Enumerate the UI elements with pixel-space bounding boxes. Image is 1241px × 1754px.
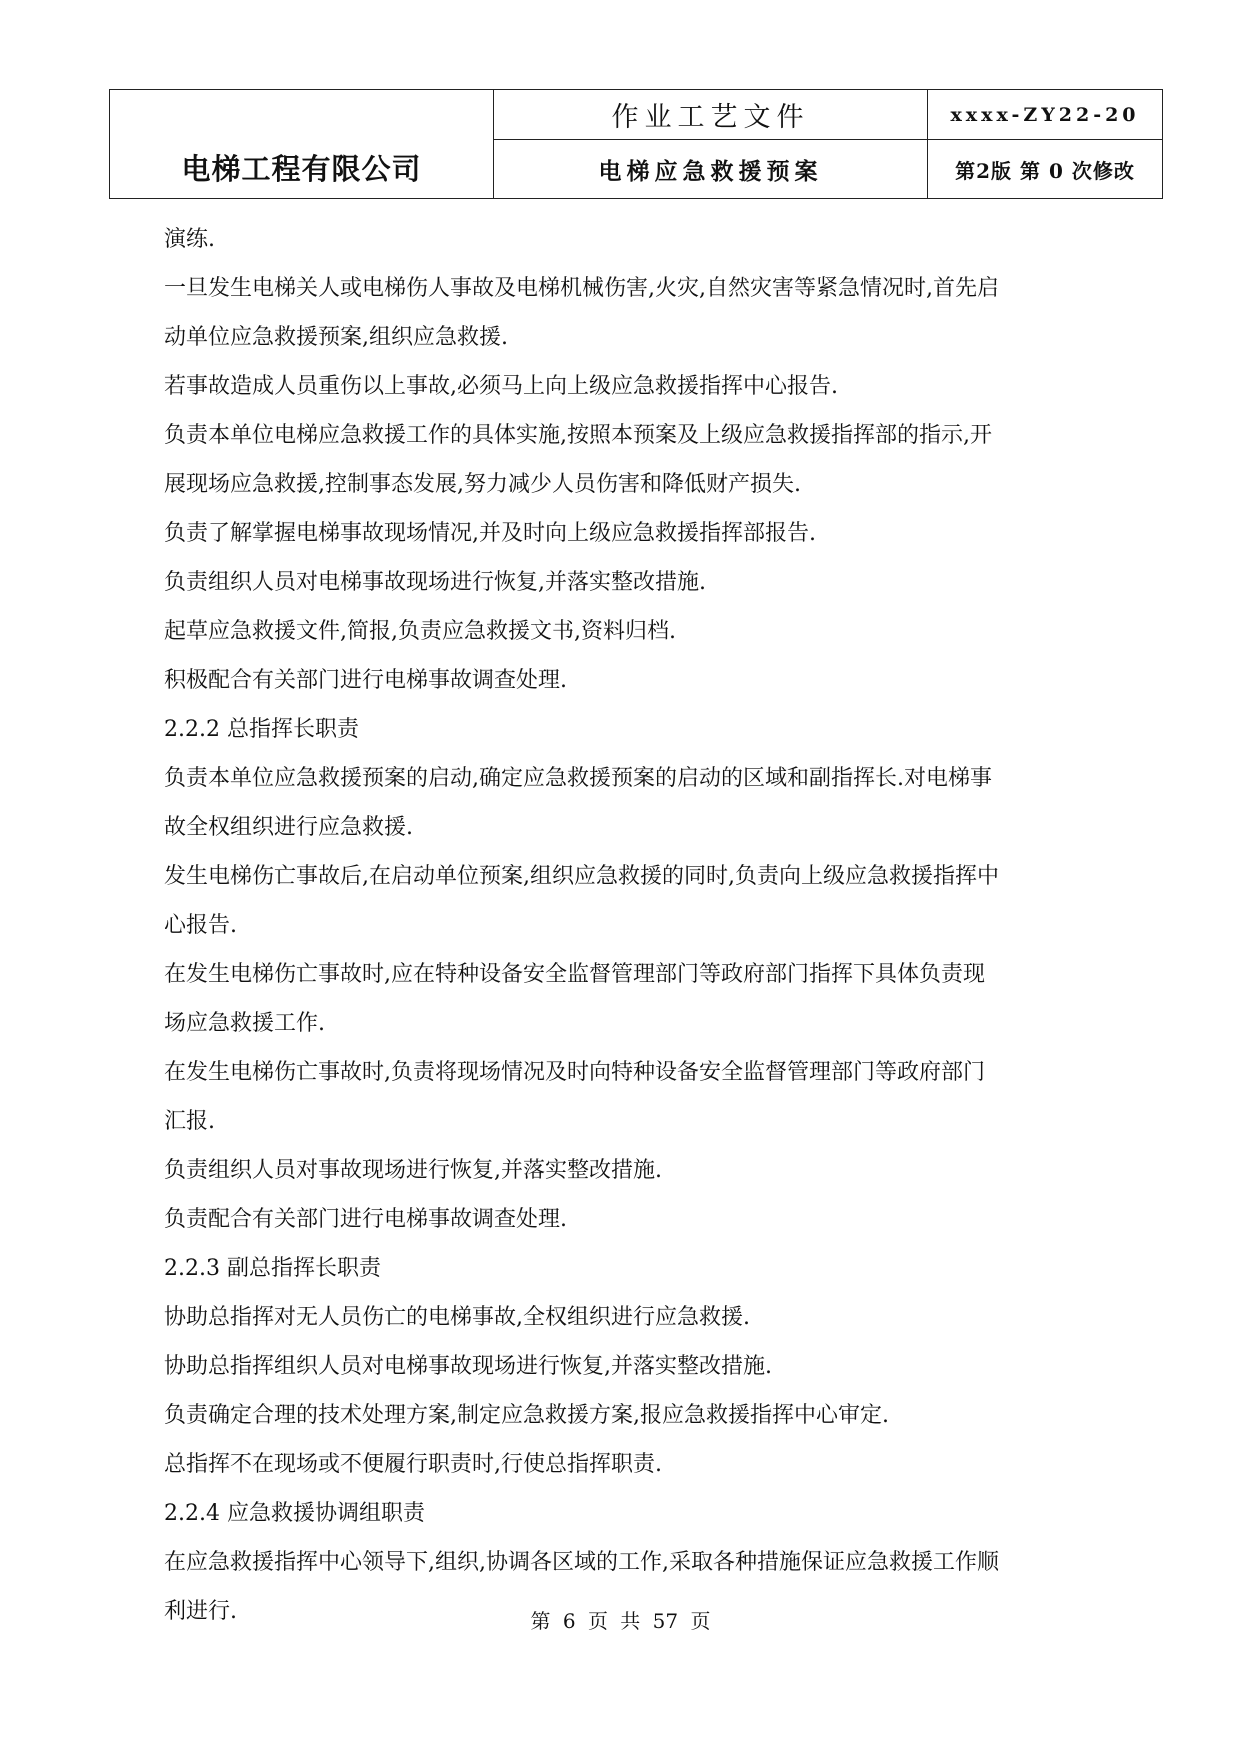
document-subject: 电梯应急救援预案 — [494, 140, 928, 199]
body-line: 演练. — [164, 227, 215, 252]
body-line: 负责组织人员对事故现场进行恢复,并落实整改措施. — [164, 1158, 662, 1183]
body-line: 协助总指挥对无人员伤亡的电梯事故,全权组织进行应急救援. — [164, 1305, 750, 1330]
body-line: 动单位应急救援预案,组织应急救援. — [164, 325, 508, 350]
body-line: 场应急救援工作. — [164, 1011, 325, 1036]
document-number: xxxx-ZY22-20 — [928, 90, 1163, 140]
body-line: 故全权组织进行应急救援. — [164, 815, 413, 840]
body-line: 心报告. — [164, 913, 237, 938]
body-line: 在发生电梯伤亡事故时,应在特种设备安全监督管理部门等政府部门指挥下具体负责现 — [164, 962, 985, 987]
body-line: 负责了解掌握电梯事故现场情况,并及时向上级应急救援指挥部报告. — [164, 521, 816, 546]
body-line: 负责本单位电梯应急救援工作的具体实施,按照本预案及上级应急救援指挥部的指示,开 — [164, 423, 992, 448]
body-line: 在发生电梯伤亡事故时,负责将现场情况及时向特种设备安全监督管理部门等政府部门 — [164, 1060, 985, 1085]
body-line: 积极配合有关部门进行电梯事故调查处理. — [164, 668, 567, 693]
body-line: 起草应急救援文件,简报,负责应急救援文书,资料归档. — [164, 619, 676, 644]
body-line: 总指挥不在现场或不便履行职责时,行使总指挥职责. — [164, 1452, 662, 1477]
body-line: 负责确定合理的技术处理方案,制定应急救援方案,报应急救援指挥中心审定. — [164, 1403, 889, 1428]
document-header-table — [109, 89, 1163, 199]
body-line: 负责本单位应急救援预案的启动,确定应急救援预案的启动的区域和副指挥长.对电梯事 — [164, 766, 992, 791]
body-line: 一旦发生电梯关人或电梯伤人事故及电梯机械伤害,火灾,自然灾害等紧急情况时,首先启 — [164, 276, 999, 301]
body-line: 协助总指挥组织人员对电梯事故现场进行恢复,并落实整改措施. — [164, 1354, 772, 1379]
body-line: 在应急救援指挥中心领导下,组织,协调各区域的工作,采取各种措施保证应急救援工作顺 — [164, 1550, 999, 1575]
body-line: 利进行. — [164, 1599, 237, 1624]
page-number-footer: 第 6 页 共 57 页 — [530, 1609, 711, 1633]
document-version: 第2版 第 0 次修改 — [928, 140, 1163, 199]
body-line: 汇报. — [164, 1109, 215, 1134]
section-heading: 2.2.4 应急救援协调组职责 — [164, 1501, 425, 1526]
company-name: 电梯工程有限公司 — [110, 90, 494, 199]
body-line: 发生电梯伤亡事故后,在启动单位预案,组织应急救援的同时,负责向上级应急救援指挥中 — [164, 864, 999, 889]
section-heading: 2.2.3 副总指挥长职责 — [164, 1256, 381, 1281]
body-line: 若事故造成人员重伤以上事故,必须马上向上级应急救援指挥中心报告. — [164, 374, 838, 399]
body-line: 展现场应急救援,控制事态发展,努力减少人员伤害和降低财产损失. — [164, 472, 801, 497]
document-type: 作业工艺文件 — [494, 90, 928, 140]
body-line: 负责配合有关部门进行电梯事故调查处理. — [164, 1207, 567, 1232]
document-body — [164, 215, 1114, 1636]
body-line: 负责组织人员对电梯事故现场进行恢复,并落实整改措施. — [164, 570, 706, 595]
section-heading: 2.2.2 总指挥长职责 — [164, 717, 359, 742]
